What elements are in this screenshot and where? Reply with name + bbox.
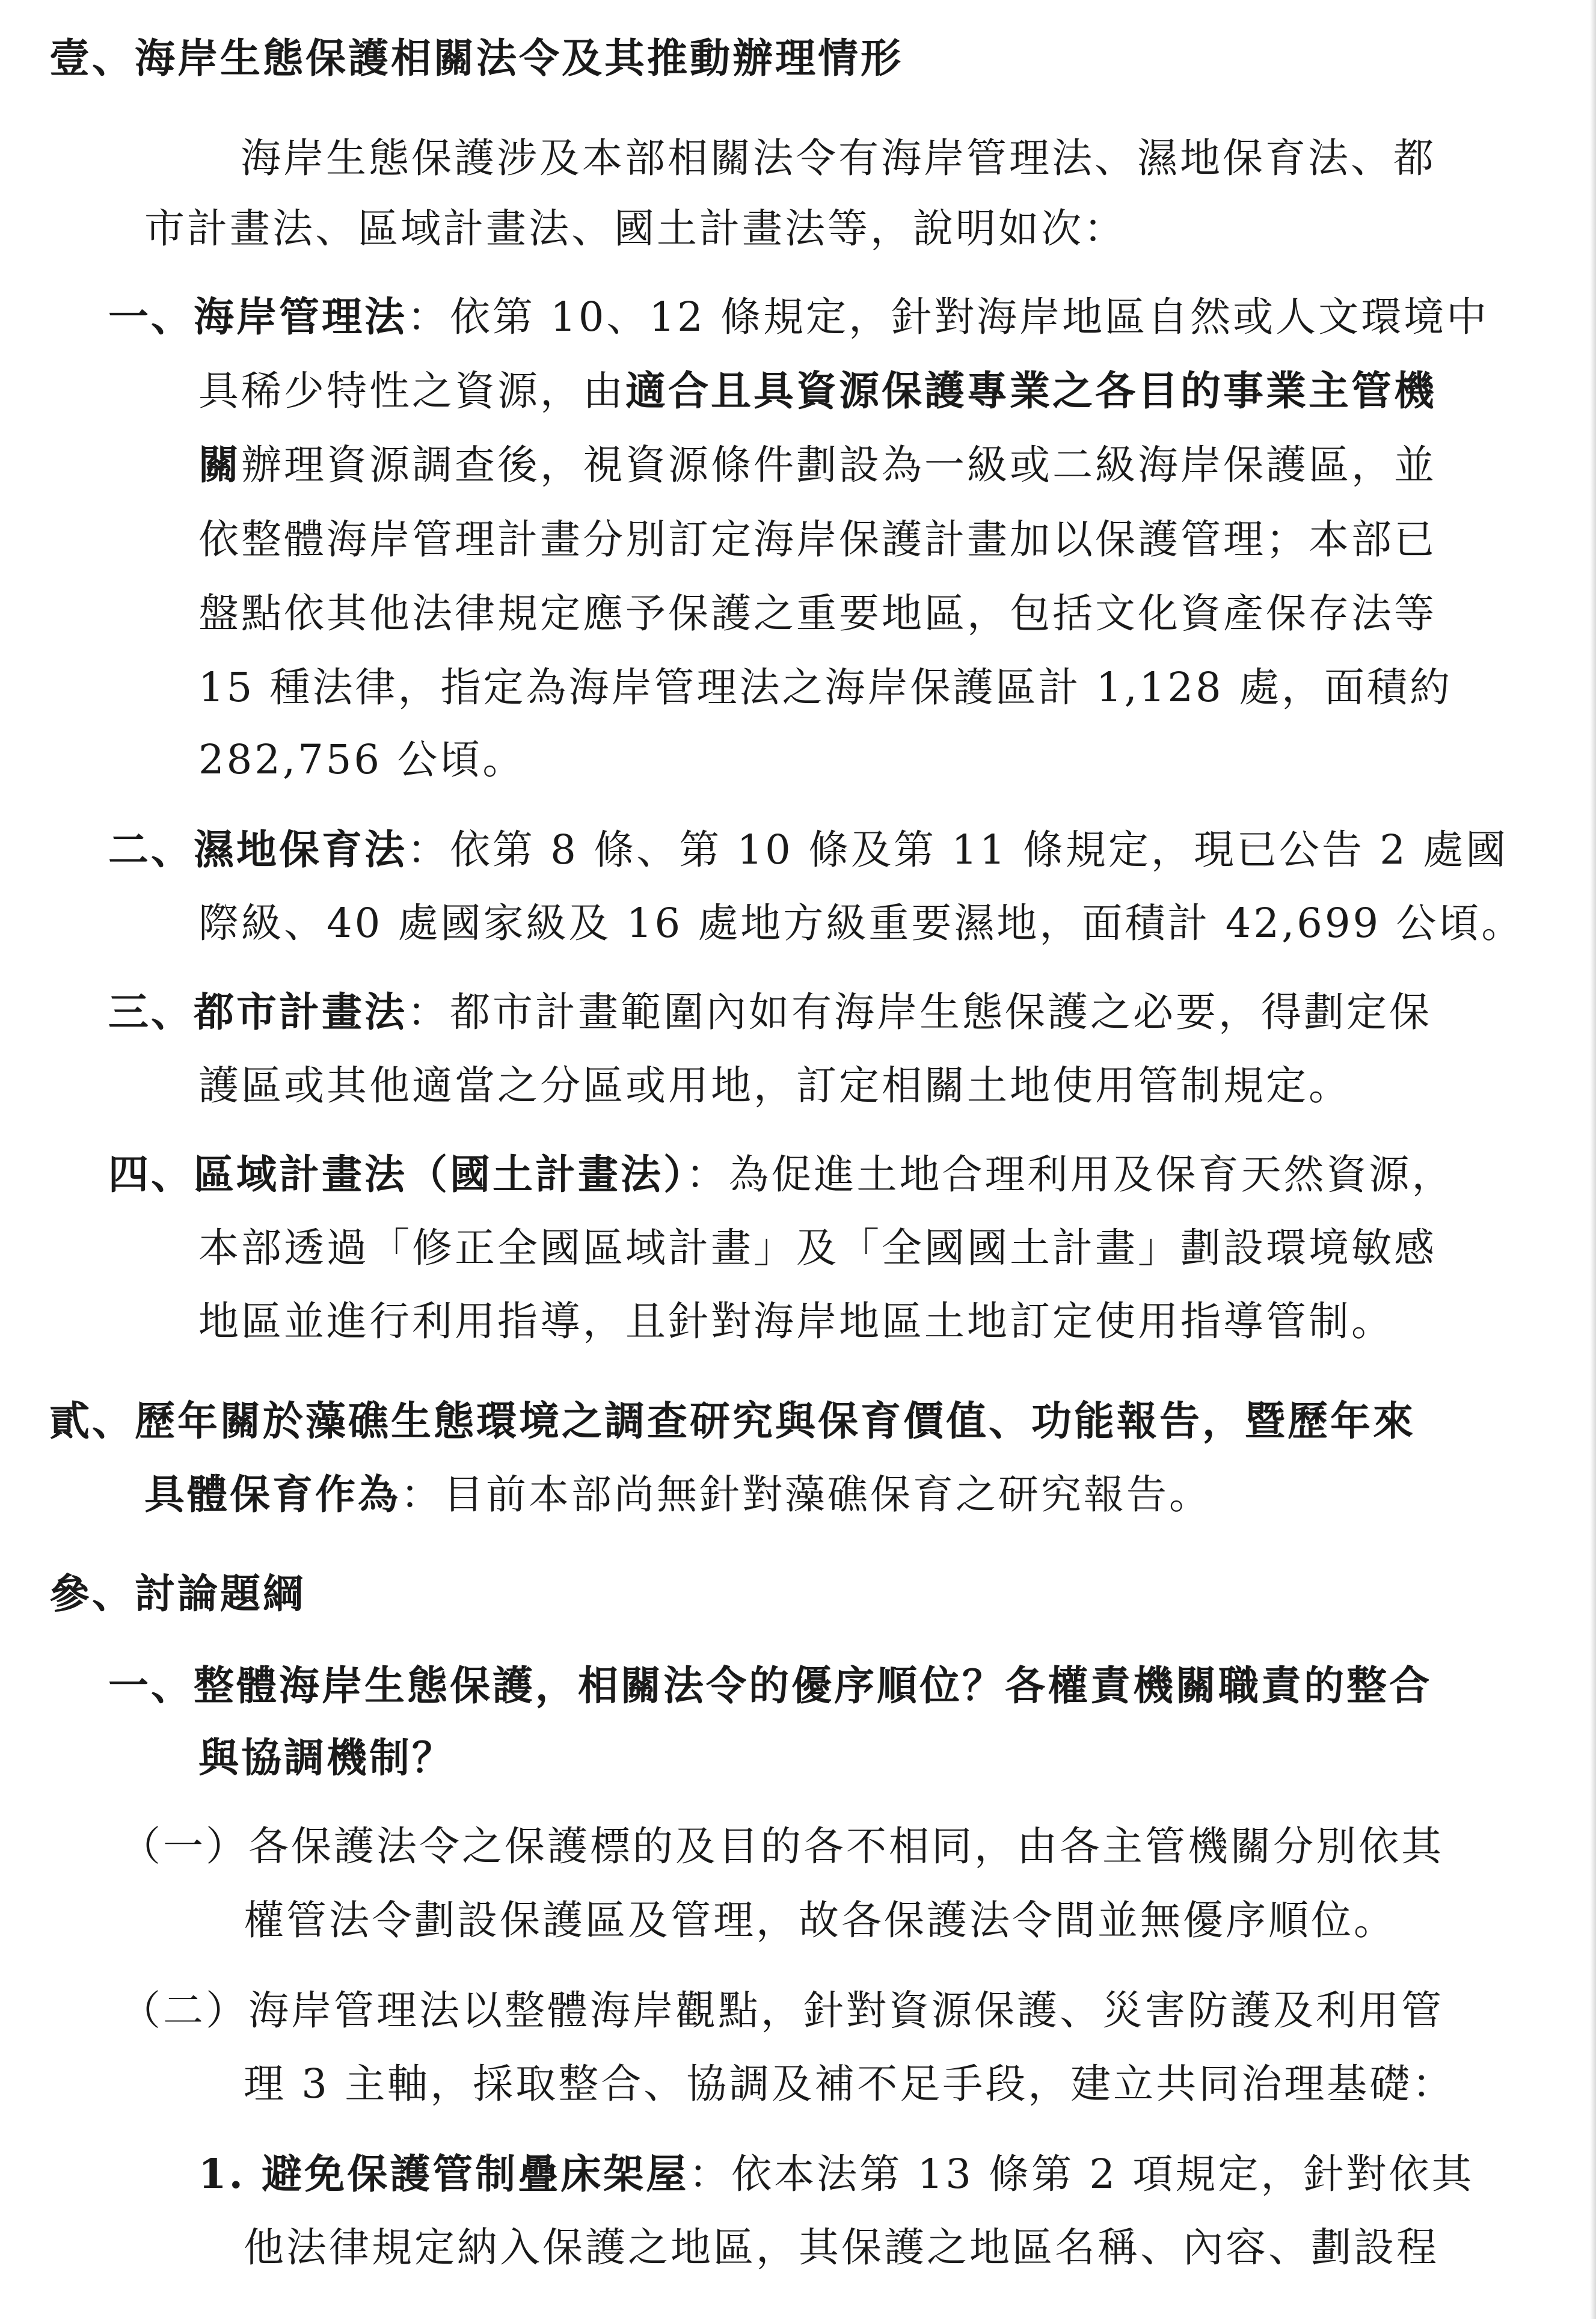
item-2-label: 二、濕地保育法 [108, 826, 407, 873]
answer-1-line-1: （一）各保護法令之保護標的及目的各不相同，由各主管機關分別依其 [120, 1823, 1444, 1870]
item-1-line-7: 282,756 公頃。 [198, 736, 526, 783]
page-edge-shadow [1590, 0, 1596, 2319]
item-4-line-1 [108, 1147, 1455, 1202]
item-4-line-3: 地區並進行利用指導，且針對海岸地區土地訂定使用指導管制。 [198, 1298, 1394, 1345]
item-3-line-1-text: ：都市計畫範圍內如有海岸生態保護之必要，得劃定保 [407, 989, 1432, 1036]
sub-item-1-line-1-text: ：依本法第 13 條第 2 項規定，針對依其 [689, 2151, 1475, 2198]
item-4-line-1-text: ：為促進土地合理利用及保育天然資源， [686, 1151, 1455, 1198]
item-1-line-1 [108, 290, 1489, 344]
item-1-line-1-text: ：依第 10、12 條規定，針對海岸地區自然或人文環境中 [407, 293, 1490, 340]
sub-item-1-line-2: 他法律規定納入保護之地區，其保護之地區名稱、內容、劃設程 [244, 2224, 1439, 2271]
item-2-line-1 [108, 823, 1508, 877]
item-3-label: 三、都市計畫法 [108, 988, 407, 1036]
item-1-line-4: 依整體海岸管理計畫分別訂定海岸保護計畫加以保護管理；本部已 [198, 516, 1437, 563]
item-1-line-6: 15 種法律，指定為海岸管理法之海岸保護區計 1,128 處，面積約 [198, 664, 1452, 711]
item-1-line-2-plain: 具稀少特性之資源，由 [198, 367, 625, 414]
question-1-line-2: 與協調機制？ [198, 1734, 455, 1781]
answer-2-line-2: 理 3 主軸，採取整合、協調及補不足手段，建立共同治理基礎： [244, 2060, 1455, 2107]
sub-item-1-label: 1. 避免保護管制疊床架屋 [198, 2150, 689, 2198]
section-2-heading-line-2 [144, 1467, 1212, 1522]
item-1-label: 一、海岸管理法 [108, 293, 407, 340]
item-1-line-2 [198, 364, 1437, 418]
item-4-line-2: 本部透過「修正全國區域計畫」及「全國國土計畫」劃設環境敏感 [198, 1224, 1437, 1271]
item-1-line-3-bold: 關 [198, 441, 241, 488]
item-3-line-2: 護區或其他適當之分區或用地，訂定相關土地使用管制規定。 [198, 1062, 1351, 1109]
item-1-line-5: 盤點依其他法律規定應予保護之重要地區，包括文化資產保存法等 [198, 590, 1437, 637]
answer-1-line-2: 權管法令劃設保護區及管理，故各保護法令間並無優序順位。 [244, 1897, 1396, 1944]
section-1-intro-line-1: 海岸生態保護涉及本部相關法令有海岸管理法、濕地保育法、都 [241, 135, 1436, 182]
item-2-line-1-text: ：依第 8 條、第 10 條及第 11 條規定，現已公告 2 處國 [407, 826, 1509, 873]
section-3-heading: 參、討論題綱 [49, 1570, 305, 1617]
sub-item-1-line-1 [198, 2147, 1474, 2201]
item-1-line-3 [198, 438, 1437, 492]
section-2-heading-line-1: 貳、歷年關於藻礁生態環境之調查研究與保育價值、功能報告，暨歷年來 [49, 1397, 1416, 1445]
item-1-line-2-bold: 適合且具資源保護專業之各目的事業主管機 [625, 367, 1437, 414]
section-2-heading-text: ：目前本部尚無針對藻礁保育之研究報告。 [401, 1471, 1212, 1518]
question-1-line-1: 一、整體海岸生態保護，相關法令的優序順位？各權責機關職責的整合 [108, 1662, 1432, 1709]
item-1-line-3-plain: 辦理資源調查後，視資源條件劃設為一級或二級海岸保護區，並 [241, 441, 1437, 488]
item-4-label: 四、區域計畫法（國土計畫法） [108, 1150, 686, 1198]
answer-2-line-1: （二）海岸管理法以整體海岸觀點，針對資源保護、災害防護及利用管 [120, 1987, 1444, 2034]
item-3-line-1 [108, 985, 1432, 1039]
section-1-intro-line-2: 市計畫法、區域計畫法、國土計畫法等，說明如次： [144, 205, 1126, 252]
item-2-line-2: 際級、40 處國家級及 16 處地方級重要濕地，面積計 42,699 公頃。 [198, 900, 1524, 947]
section-1-heading: 壹、海岸生態保護相關法令及其推動辦理情形 [49, 34, 903, 82]
section-2-heading-bold: 具體保育作為 [144, 1470, 401, 1518]
